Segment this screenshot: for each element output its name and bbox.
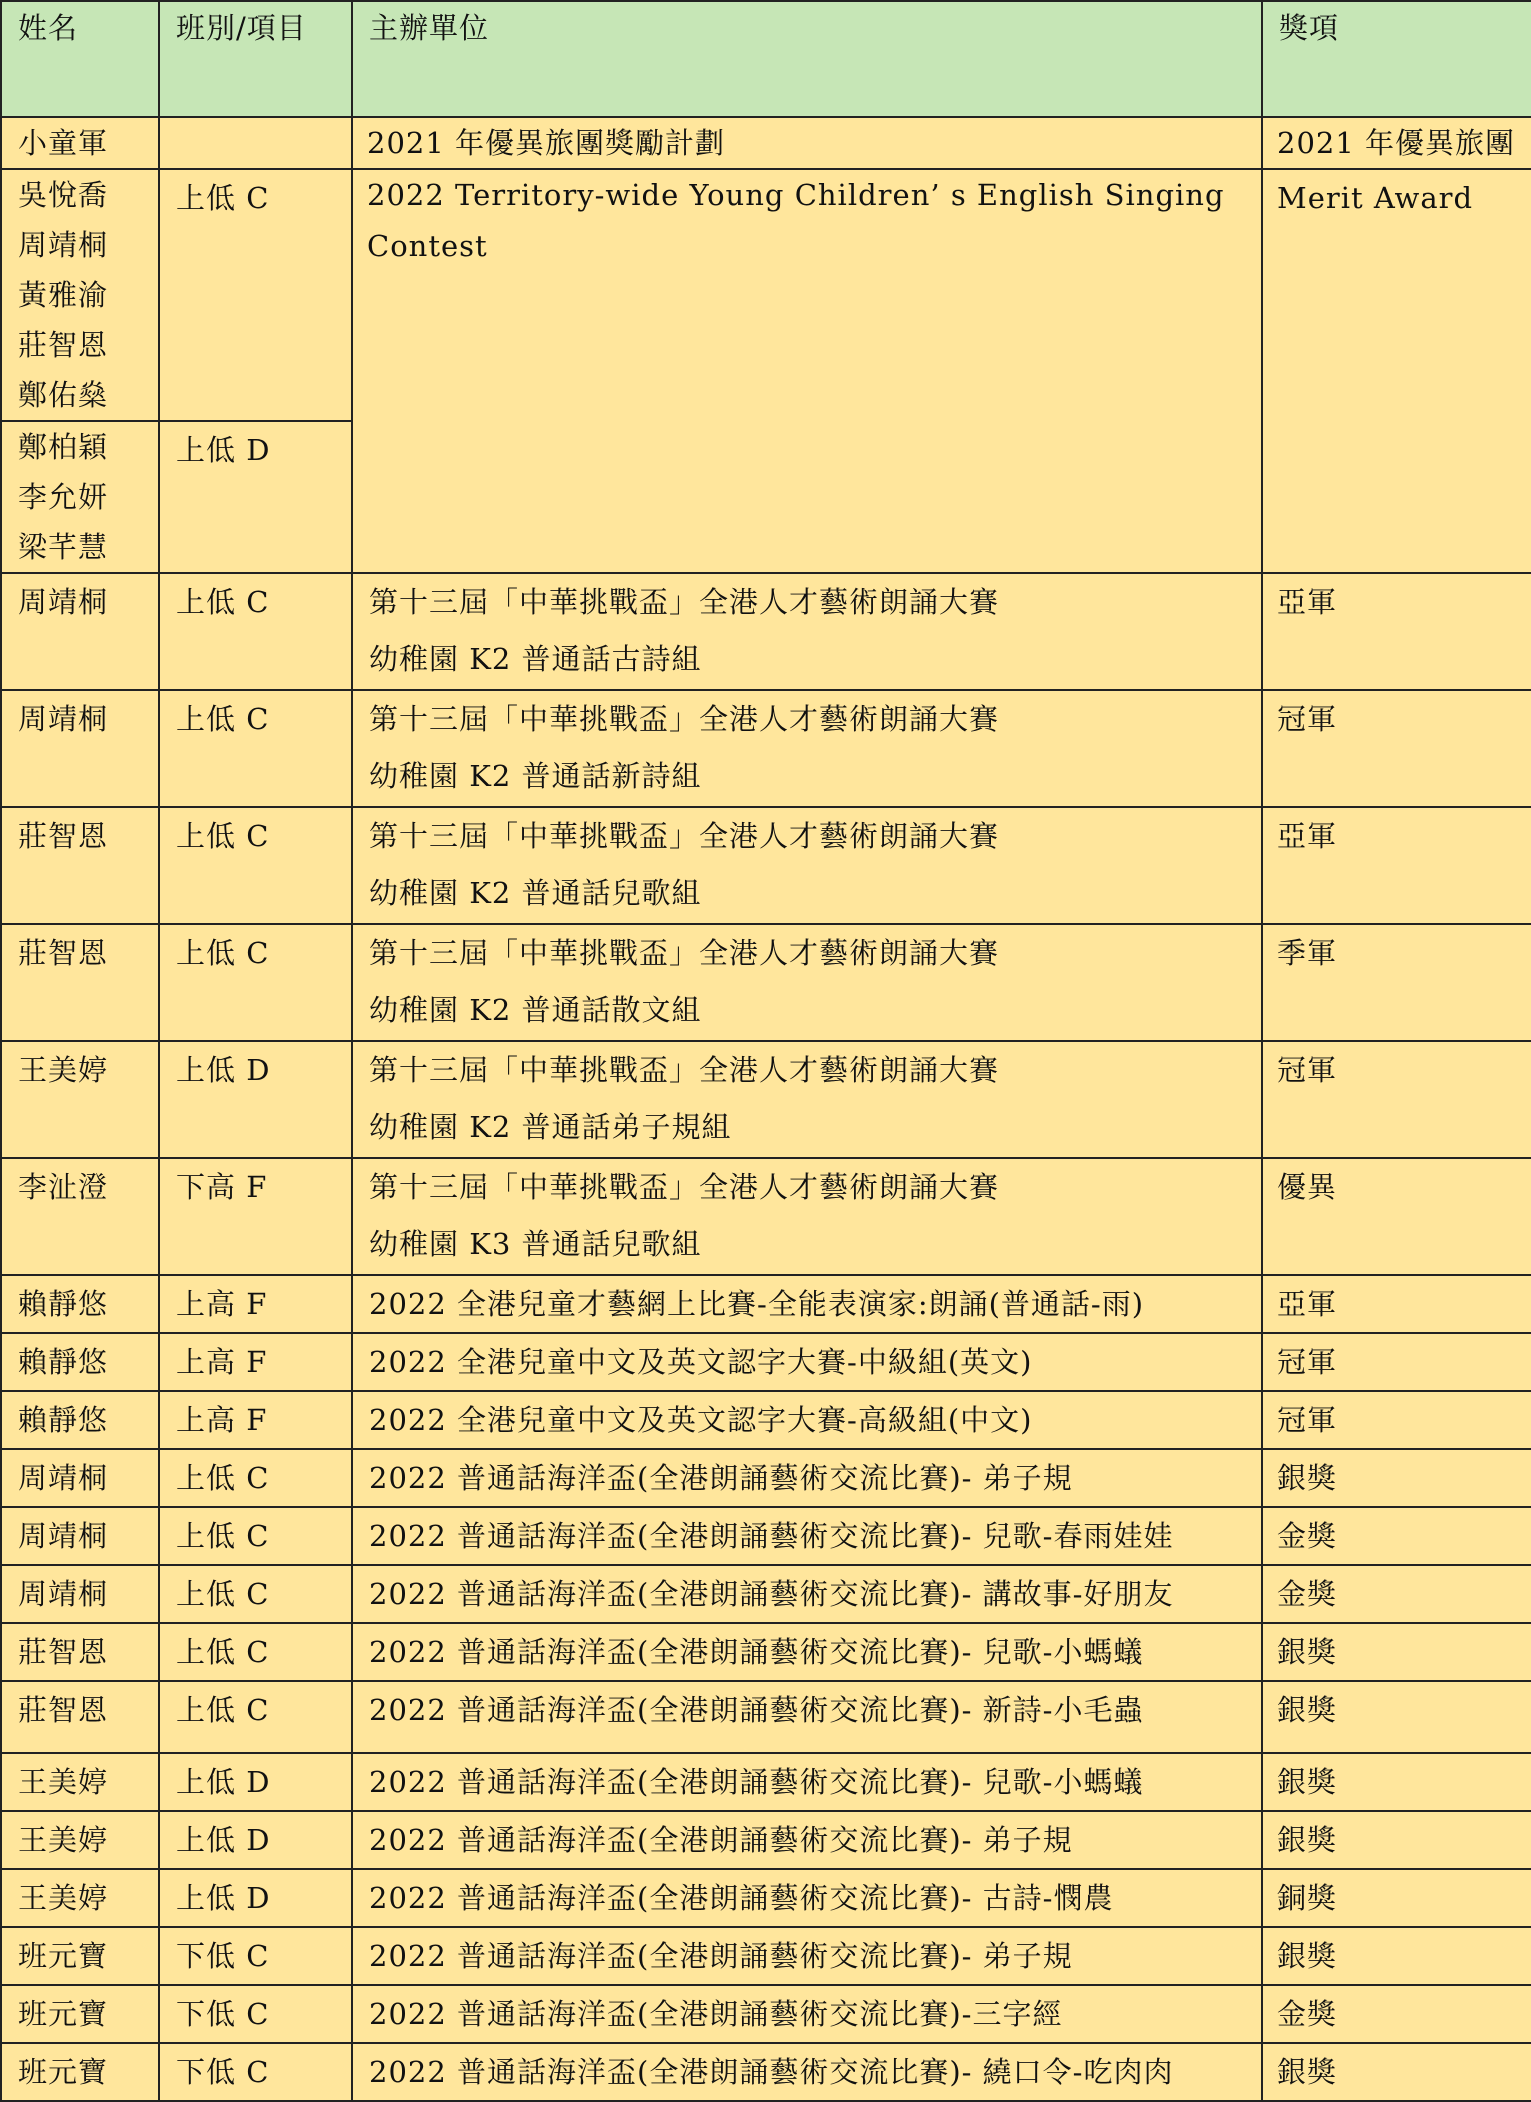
cell-class: 下低 C <box>159 2043 352 2101</box>
cell-award: 銀獎 <box>1262 1449 1531 1507</box>
cell-award: 銀獎 <box>1262 1681 1531 1753</box>
cell-name: 賴靜悠 <box>1 1391 159 1449</box>
cell-class: 上低 D <box>159 1869 352 1927</box>
cell-organizer: 2022 普通話海洋盃(全港朗誦藝術交流比賽)- 弟子規 <box>352 1927 1262 1985</box>
cell-organizer: 第十三屆「中華挑戰盃」全港人才藝術朗誦大賽 幼稚園 K2 普通話新詩組 <box>352 690 1262 807</box>
cell-organizer: 2022 普通話海洋盃(全港朗誦藝術交流比賽)- 新詩-小毛蟲 <box>352 1681 1262 1753</box>
table-row <box>1 1158 1531 1275</box>
cell-award: 冠軍 <box>1262 690 1531 807</box>
cell-organizer: 第十三屆「中華挑戰盃」全港人才藝術朗誦大賽 幼稚園 K2 普通話弟子規組 <box>352 1041 1262 1158</box>
cell-name: 賴靜悠 <box>1 1333 159 1391</box>
cell-class: 上高 F <box>159 1391 352 1449</box>
cell-award: 優異 <box>1262 1158 1531 1275</box>
cell-award: 亞軍 <box>1262 1275 1531 1333</box>
cell-name: 王美婷 <box>1 1811 159 1869</box>
cell-name: 班元寶 <box>1 1927 159 1985</box>
cell-class: 上低 C <box>159 1449 352 1507</box>
cell-class: 上低 C <box>159 690 352 807</box>
cell-organizer: 2022 普通話海洋盃(全港朗誦藝術交流比賽)- 弟子規 <box>352 1449 1262 1507</box>
table-row <box>1 1275 1531 1333</box>
cell-class: 下低 C <box>159 1985 352 2043</box>
table-row <box>1 1507 1531 1565</box>
cell-class <box>159 117 352 169</box>
cell-class: 上低 D <box>159 1753 352 1811</box>
cell-organizer: 2022 普通話海洋盃(全港朗誦藝術交流比賽)- 講故事-好朋友 <box>352 1565 1262 1623</box>
cell-organizer: 2022 全港兒童中文及英文認字大賽-高級組(中文) <box>352 1391 1262 1449</box>
cell-name: 周靖桐 <box>1 1449 159 1507</box>
cell-name: 周靖桐 <box>1 573 159 690</box>
header-organizer: 主辦單位 <box>352 1 1262 117</box>
cell-name: 莊智恩 <box>1 807 159 924</box>
cell-award: 銀獎 <box>1262 1753 1531 1811</box>
table-row <box>1 807 1531 924</box>
cell-award: 2021 年優異旅團 <box>1262 117 1531 169</box>
cell-organizer: 2022 全港兒童才藝網上比賽-全能表演家:朗誦(普通話-雨) <box>352 1275 1262 1333</box>
cell-class: 上低 C <box>159 1681 352 1753</box>
header-class: 班別/項目 <box>159 1 352 117</box>
cell-award: Merit Award <box>1262 169 1531 573</box>
cell-class: 上低 C <box>159 169 352 421</box>
cell-award: 冠軍 <box>1262 1041 1531 1158</box>
cell-class: 上低 C <box>159 1507 352 1565</box>
cell-organizer: 2022 Territory-wide Young Children’ s English Singing Contest <box>352 169 1262 573</box>
cell-award: 金獎 <box>1262 1507 1531 1565</box>
cell-class: 上高 F <box>159 1275 352 1333</box>
cell-name: 班元寶 <box>1 1985 159 2043</box>
table-row <box>1 1565 1531 1623</box>
cell-class: 上低 D <box>159 1041 352 1158</box>
table-row <box>1 924 1531 1041</box>
table-row <box>1 1681 1531 1753</box>
cell-organizer: 2022 普通話海洋盃(全港朗誦藝術交流比賽)- 弟子規 <box>352 1811 1262 1869</box>
cell-class: 上低 C <box>159 807 352 924</box>
cell-name: 王美婷 <box>1 1041 159 1158</box>
cell-name: 鄭柏穎 李允妍 梁芊慧 <box>1 421 159 573</box>
cell-award: 銀獎 <box>1262 2043 1531 2101</box>
cell-name: 班元寶 <box>1 2043 159 2101</box>
cell-class: 下高 F <box>159 1158 352 1275</box>
cell-class: 上低 D <box>159 1811 352 1869</box>
cell-name: 周靖桐 <box>1 1565 159 1623</box>
cell-organizer: 2022 普通話海洋盃(全港朗誦藝術交流比賽)- 兒歌-小螞蟻 <box>352 1623 1262 1681</box>
table-row <box>1 1449 1531 1507</box>
cell-award: 亞軍 <box>1262 807 1531 924</box>
cell-name: 王美婷 <box>1 1753 159 1811</box>
cell-name: 吳悅喬 周靖桐 黃雅渝 莊智恩 鄭佑燊 <box>1 169 159 421</box>
cell-award: 銀獎 <box>1262 1811 1531 1869</box>
cell-name: 王美婷 <box>1 1869 159 1927</box>
cell-name: 莊智恩 <box>1 1681 159 1753</box>
cell-organizer: 2022 普通話海洋盃(全港朗誦藝術交流比賽)-三字經 <box>352 1985 1262 2043</box>
table-row <box>1 1811 1531 1869</box>
table-row <box>1 1391 1531 1449</box>
cell-class: 上低 C <box>159 924 352 1041</box>
cell-name: 莊智恩 <box>1 1623 159 1681</box>
header-name: 姓名 <box>1 1 159 117</box>
cell-organizer: 2022 普通話海洋盃(全港朗誦藝術交流比賽)- 古詩-憫農 <box>352 1869 1262 1927</box>
cell-award: 銅獎 <box>1262 1869 1531 1927</box>
cell-name: 賴靜悠 <box>1 1275 159 1333</box>
table-row <box>1 1623 1531 1681</box>
table-row <box>1 573 1531 690</box>
cell-class: 上低 D <box>159 421 352 573</box>
cell-name: 周靖桐 <box>1 690 159 807</box>
table-row <box>1 690 1531 807</box>
cell-class: 上高 F <box>159 1333 352 1391</box>
cell-name: 李沚澄 <box>1 1158 159 1275</box>
cell-organizer: 第十三屆「中華挑戰盃」全港人才藝術朗誦大賽 幼稚園 K2 普通話散文組 <box>352 924 1262 1041</box>
cell-award: 季軍 <box>1262 924 1531 1041</box>
cell-class: 下低 C <box>159 1927 352 1985</box>
cell-organizer: 第十三屆「中華挑戰盃」全港人才藝術朗誦大賽 幼稚園 K2 普通話古詩組 <box>352 573 1262 690</box>
table-row <box>1 2043 1531 2101</box>
cell-award: 銀獎 <box>1262 1927 1531 1985</box>
cell-class: 上低 C <box>159 1623 352 1681</box>
cell-award: 亞軍 <box>1262 573 1531 690</box>
cell-organizer: 2021 年優異旅團獎勵計劃 <box>352 117 1262 169</box>
header-award: 獎項 <box>1262 1 1531 117</box>
cell-class: 上低 C <box>159 573 352 690</box>
cell-award: 金獎 <box>1262 1985 1531 2043</box>
table-row <box>1 1041 1531 1158</box>
cell-class: 上低 C <box>159 1565 352 1623</box>
cell-organizer: 2022 普通話海洋盃(全港朗誦藝術交流比賽)- 兒歌-春雨娃娃 <box>352 1507 1262 1565</box>
table-row <box>1 169 1531 421</box>
table-row <box>1 1927 1531 1985</box>
cell-award: 冠軍 <box>1262 1333 1531 1391</box>
table-row <box>1 1333 1531 1391</box>
cell-organizer: 第十三屆「中華挑戰盃」全港人才藝術朗誦大賽 幼稚園 K2 普通話兒歌組 <box>352 807 1262 924</box>
cell-award: 金獎 <box>1262 1565 1531 1623</box>
table-row <box>1 1753 1531 1811</box>
cell-award: 銀獎 <box>1262 1623 1531 1681</box>
cell-organizer: 2022 普通話海洋盃(全港朗誦藝術交流比賽)- 兒歌-小螞蟻 <box>352 1753 1262 1811</box>
table-row <box>1 1985 1531 2043</box>
cell-name: 莊智恩 <box>1 924 159 1041</box>
header-row <box>1 1 1531 117</box>
cell-name: 小童軍 <box>1 117 159 169</box>
cell-name: 周靖桐 <box>1 1507 159 1565</box>
table-row <box>1 117 1531 169</box>
cell-organizer: 2022 普通話海洋盃(全港朗誦藝術交流比賽)- 繞口令-吃肉肉 <box>352 2043 1262 2101</box>
table-row <box>1 1869 1531 1927</box>
cell-organizer: 第十三屆「中華挑戰盃」全港人才藝術朗誦大賽 幼稚園 K3 普通話兒歌組 <box>352 1158 1262 1275</box>
cell-organizer: 2022 全港兒童中文及英文認字大賽-中級組(英文) <box>352 1333 1262 1391</box>
cell-award: 冠軍 <box>1262 1391 1531 1449</box>
